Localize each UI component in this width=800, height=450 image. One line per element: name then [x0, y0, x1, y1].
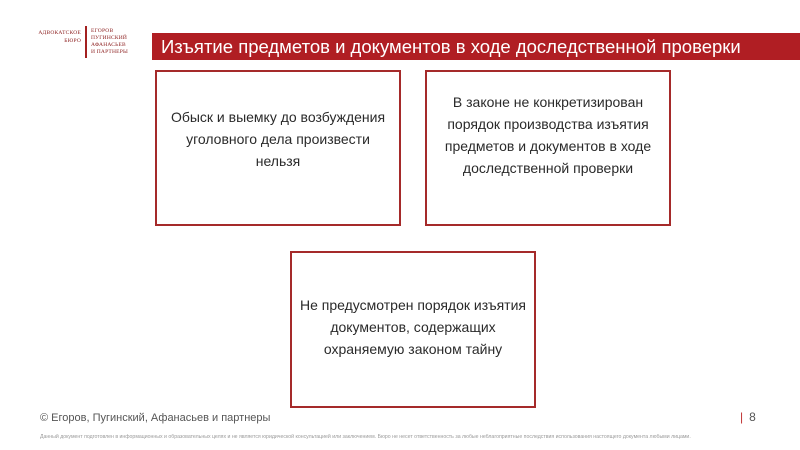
logo-right-text [91, 28, 128, 56]
logo-right-line-4: И ПАРТНЕРЫ [91, 49, 128, 55]
card-text: Обыск и выемку до возбуждения уголовного дела произвести нельзя [170, 109, 386, 169]
info-card-law-procedure [425, 70, 671, 226]
info-card-search-seizure [155, 70, 401, 226]
footer-disclaimer: Данный документ подготовлен в информационных и образовательных целях и не является юридической консультацией или заключением. Бюро не несет ответственность за любые неблагоприятные последствия использования настоящего документа любыми лицами. [40, 434, 691, 440]
logo-left-text [34, 29, 81, 45]
info-card-protected-secret [290, 251, 536, 408]
company-logo [34, 26, 144, 62]
card-text: Не предусмотрен порядок изъятия документов, содержащих охраняемую законом тайну [300, 296, 526, 357]
logo-right-line-3: АФАНАСЬЕВ [91, 42, 126, 48]
footer-copyright: © Егоров, Пугинский, Афанасьев и партнеры [40, 412, 271, 424]
logo-divider [85, 26, 87, 58]
logo-right-line-2: ПУГИНСКИЙ [91, 35, 128, 41]
card-text: В законе не конкретизирован порядок производства изъятия предметов и документов в ходе доследственной проверки [444, 94, 652, 176]
page-number: 8 [749, 410, 756, 424]
logo-right-line-1: ЕГОРОВ [91, 28, 114, 34]
slide-title: Изъятие предметов и документов в ходе доследственной проверки [161, 36, 741, 57]
page-separator: | [740, 410, 744, 424]
title-bar [152, 33, 800, 60]
logo-left-line-1: АДВОКАТСКОЕ [38, 30, 81, 36]
logo-left-line-2: БЮРО [64, 38, 81, 44]
footer-page-indicator [740, 410, 756, 424]
